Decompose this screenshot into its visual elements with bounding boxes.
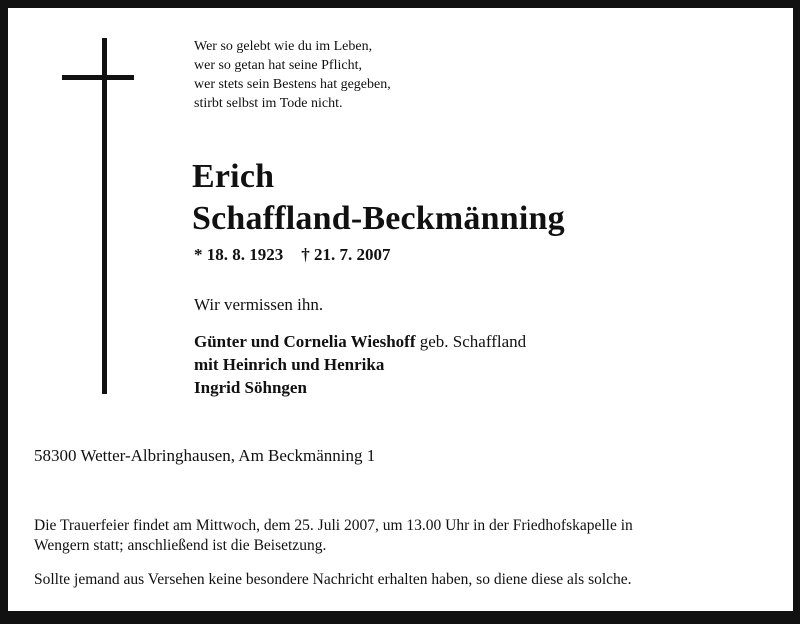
birth-date: * 18. 8. 1923 bbox=[194, 245, 284, 264]
mourner-line-3: Ingrid Söhngen bbox=[194, 378, 307, 397]
poem-line: Wer so gelebt wie du im Leben, bbox=[194, 39, 373, 54]
service-line: Die Trauerfeier findet am Mittwoch, dem 25. Juli 2007, um 13.00 Uhr in der Friedhofskapelle in bbox=[34, 517, 633, 534]
cross-icon-vertical bbox=[102, 38, 107, 394]
mourner-names: Günter und Cornelia Wieshoff bbox=[194, 332, 416, 351]
service-line: Wengern statt; anschließend ist die Beisetzung. bbox=[34, 537, 327, 554]
last-name: Schaffland-Beckmänning bbox=[192, 200, 565, 237]
deceased-name bbox=[192, 156, 565, 240]
first-name: Erich bbox=[192, 158, 275, 195]
poem bbox=[194, 37, 391, 113]
poem-line: wer stets sein Bestens hat gegeben, bbox=[194, 77, 391, 92]
poem-line: wer so getan hat seine Pflicht, bbox=[194, 58, 362, 73]
death-date: † 21. 7. 2007 bbox=[301, 245, 391, 264]
message: Wir vermissen ihn. bbox=[194, 295, 324, 314]
poem-line: stirbt selbst im Tode nicht. bbox=[194, 96, 343, 111]
closing-note: Sollte jemand aus Versehen keine besondere Nachricht erhalten haben, so diene diese als solche. bbox=[34, 571, 632, 588]
mourners bbox=[194, 330, 526, 399]
mourner-line-1 bbox=[194, 330, 526, 353]
address: 58300 Wetter-Albringhausen, Am Beckmänning 1 bbox=[34, 446, 376, 465]
service-info bbox=[34, 516, 784, 556]
life-dates bbox=[194, 245, 391, 265]
cross-icon-horizontal bbox=[62, 75, 134, 80]
mourner-line-2: mit Heinrich und Henrika bbox=[194, 355, 385, 374]
mourner-maiden-name: geb. Schaffland bbox=[415, 332, 527, 351]
